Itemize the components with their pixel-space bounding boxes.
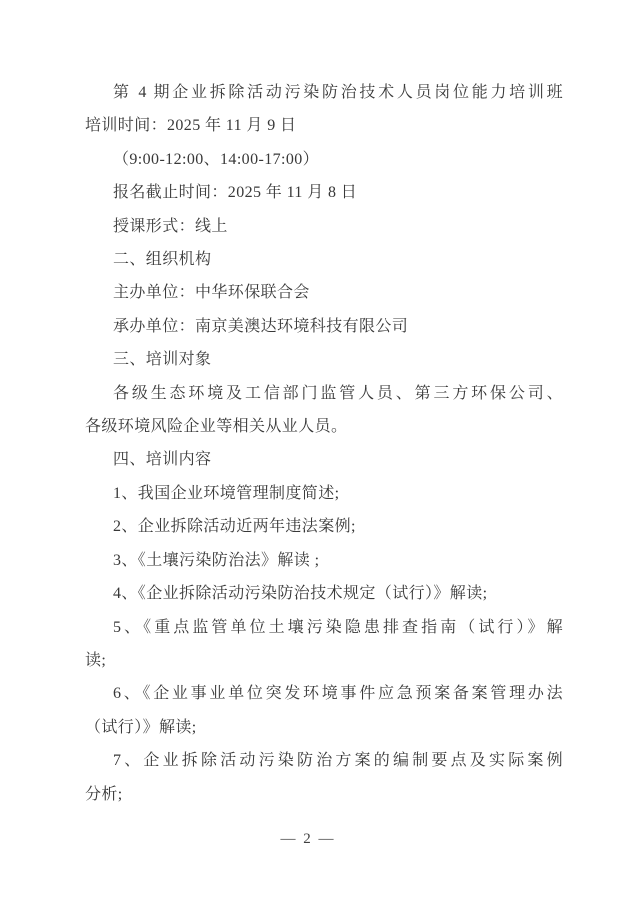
- text-line: 6、《企业事业单位突发环境事件应急预案备案管理办法: [113, 685, 563, 703]
- text-line: 分析;: [85, 785, 123, 803]
- text-line: 4、《企业拆除活动污染防治技术规定（试行）》解读;: [113, 585, 488, 603]
- text-line: 7、企业拆除活动污染防治方案的编制要点及实际案例: [113, 752, 563, 770]
- text-line: 主办单位：中华环保联合会: [113, 284, 310, 302]
- text-line: 培训时间：2025 年 11 月 9 日: [85, 117, 297, 135]
- text-line: 三、培训对象: [113, 351, 212, 369]
- text-line: 2、企业拆除活动近两年违法案例;: [113, 518, 356, 536]
- text-line: 各级生态环境及工信部门监管人员、第三方环保公司、: [113, 384, 563, 402]
- text-line: 授课形式：线上: [113, 217, 228, 235]
- document-body: [85, 76, 563, 811]
- text-line: 第 4 期企业拆除活动污染防治技术人员岗位能力培训班: [113, 84, 563, 101]
- text-line: 二、组织机构: [113, 251, 212, 269]
- page-number: — 2 —: [280, 831, 336, 847]
- text-line: 3、《土壤污染防治法》解读 ;: [113, 551, 320, 569]
- text-line: 四、培训内容: [113, 451, 212, 469]
- text-line: 1、我国企业环境管理制度简述;: [113, 484, 340, 502]
- text-line: 5、《重点监管单位土壤污染隐患排查指南（试行）》解: [113, 618, 563, 636]
- text-line: （9:00-12:00、14:00-17:00）: [113, 150, 320, 168]
- text-line: 承办单位：南京美澳达环境科技有限公司: [113, 317, 409, 335]
- text-line: （试行）》解读;: [85, 718, 197, 736]
- text-line: 读;: [85, 651, 107, 669]
- text-line: 报名截止时间：2025 年 11 月 8 日: [113, 184, 358, 202]
- text-line: 各级环境风险企业等相关从业人员。: [85, 418, 348, 436]
